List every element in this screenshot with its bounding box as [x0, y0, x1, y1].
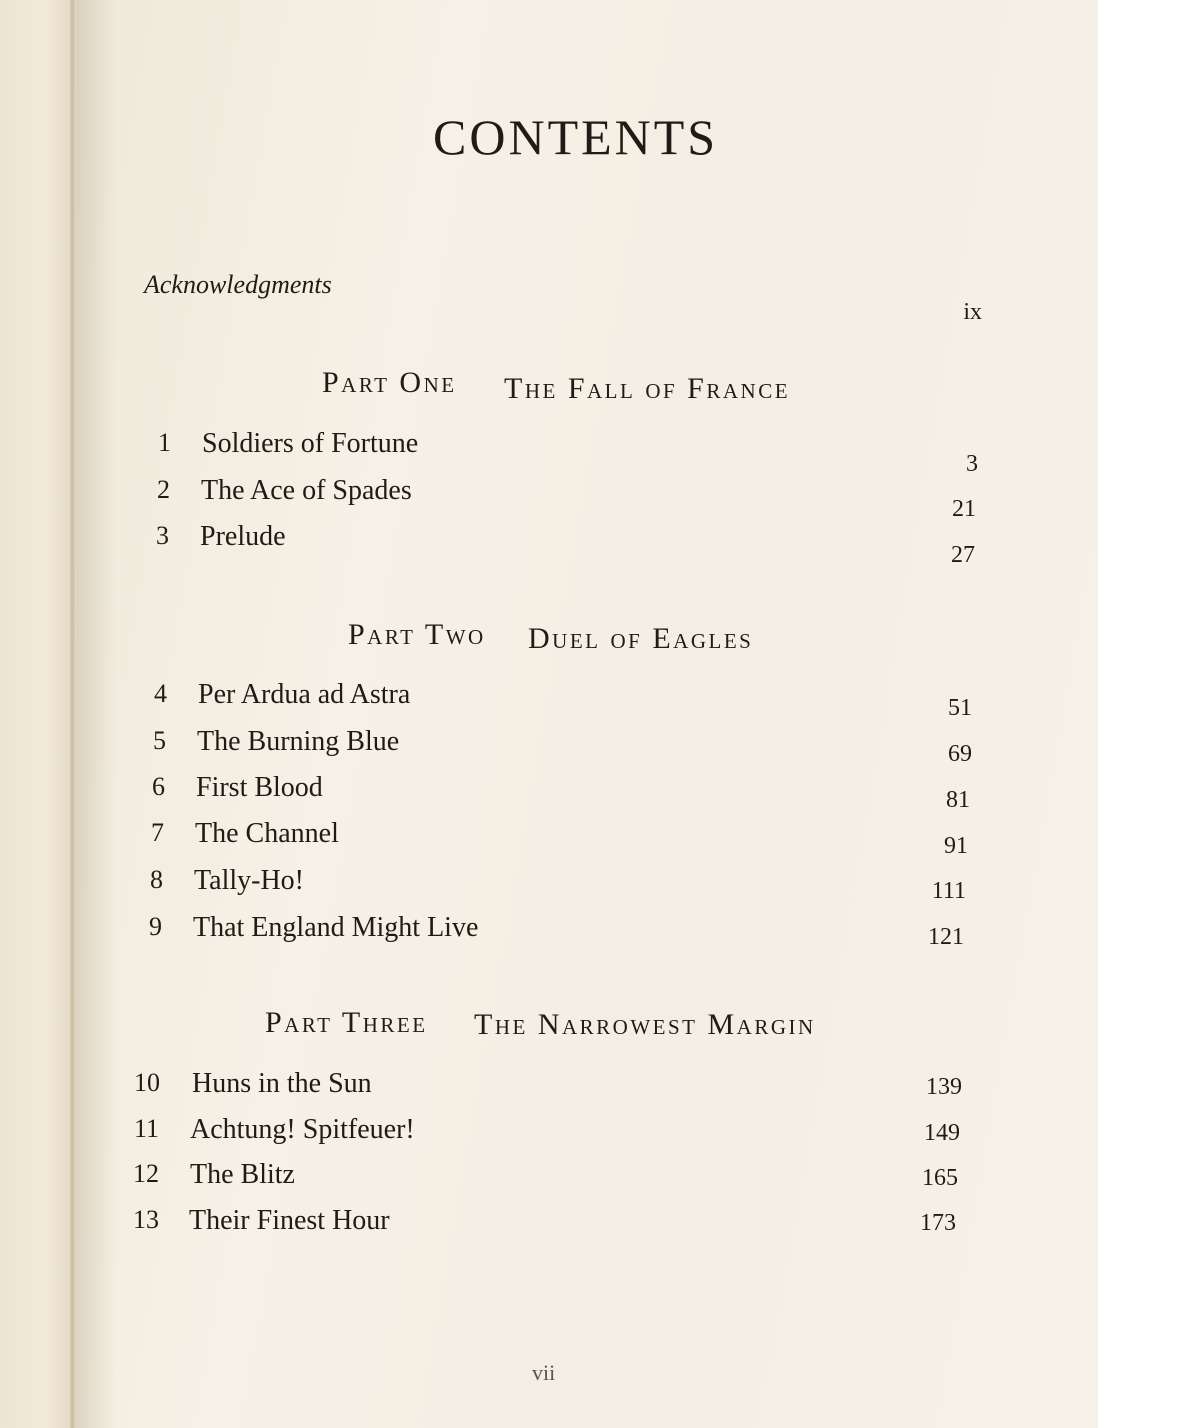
- chapter-title: Tally-Ho!: [194, 865, 305, 896]
- chapter-number: 10: [134, 1068, 160, 1097]
- part-label: Part Two: [348, 618, 486, 651]
- chapter-page: 3: [966, 451, 978, 477]
- chapter-number: 9: [149, 912, 162, 941]
- chapter-number: 8: [150, 865, 163, 894]
- chapter-page: 165: [922, 1165, 958, 1191]
- chapter-page: 121: [928, 924, 964, 950]
- chapter-page: 27: [951, 542, 975, 568]
- chapter-number: 1: [158, 428, 171, 457]
- chapter-title: The Ace of Spades: [201, 475, 412, 506]
- chapter-number: 12: [133, 1159, 159, 1188]
- chapter-title: The Blitz: [190, 1159, 295, 1190]
- part-title: Duel of Eagles: [528, 622, 754, 655]
- chapter-page: 173: [920, 1210, 956, 1236]
- chapter-title: Their Finest Hour: [189, 1205, 390, 1236]
- chapter-title: Prelude: [200, 521, 286, 552]
- chapter-number: 11: [134, 1114, 160, 1143]
- chapter-number: 3: [156, 521, 169, 550]
- chapter-page: 111: [931, 878, 966, 904]
- chapter-page: 69: [948, 741, 972, 767]
- part-title: The Fall of France: [504, 372, 791, 405]
- chapter-number: 2: [157, 475, 170, 504]
- chapter-page: 139: [926, 1074, 962, 1100]
- page-title: CONTENTS: [433, 109, 719, 165]
- chapter-page: 51: [948, 695, 972, 721]
- chapter-title: Achtung! Spitfeuer!: [190, 1114, 415, 1145]
- page-gutter-shadow: [76, 0, 116, 1428]
- part-label: Part Three: [265, 1006, 428, 1039]
- chapter-title: First Blood: [196, 772, 323, 803]
- chapter-number: 13: [133, 1205, 159, 1234]
- chapter-title: Soldiers of Fortune: [202, 428, 419, 459]
- part-label: Part One: [322, 366, 457, 399]
- chapter-title: Huns in the Sun: [192, 1068, 372, 1099]
- left-page-edge: [0, 0, 74, 1428]
- chapter-title: The Burning Blue: [197, 726, 400, 757]
- chapter-page: 81: [946, 787, 970, 813]
- chapter-page: 91: [944, 833, 968, 859]
- part-title: The Narrowest Margin: [474, 1008, 816, 1041]
- chapter-title: The Channel: [195, 818, 339, 849]
- front-matter-page: ix: [963, 299, 982, 325]
- chapter-number: 4: [154, 679, 167, 708]
- page-number: vii: [532, 1360, 556, 1385]
- chapter-title: That England Might Live: [193, 912, 479, 943]
- chapter-title: Per Ardua ad Astra: [198, 679, 411, 710]
- front-matter-title: Acknowledgments: [144, 270, 332, 299]
- chapter-number: 6: [152, 772, 165, 801]
- chapter-page: 149: [924, 1120, 960, 1146]
- chapter-number: 5: [153, 726, 166, 755]
- chapter-number: 7: [151, 818, 164, 847]
- chapter-page: 21: [952, 496, 976, 522]
